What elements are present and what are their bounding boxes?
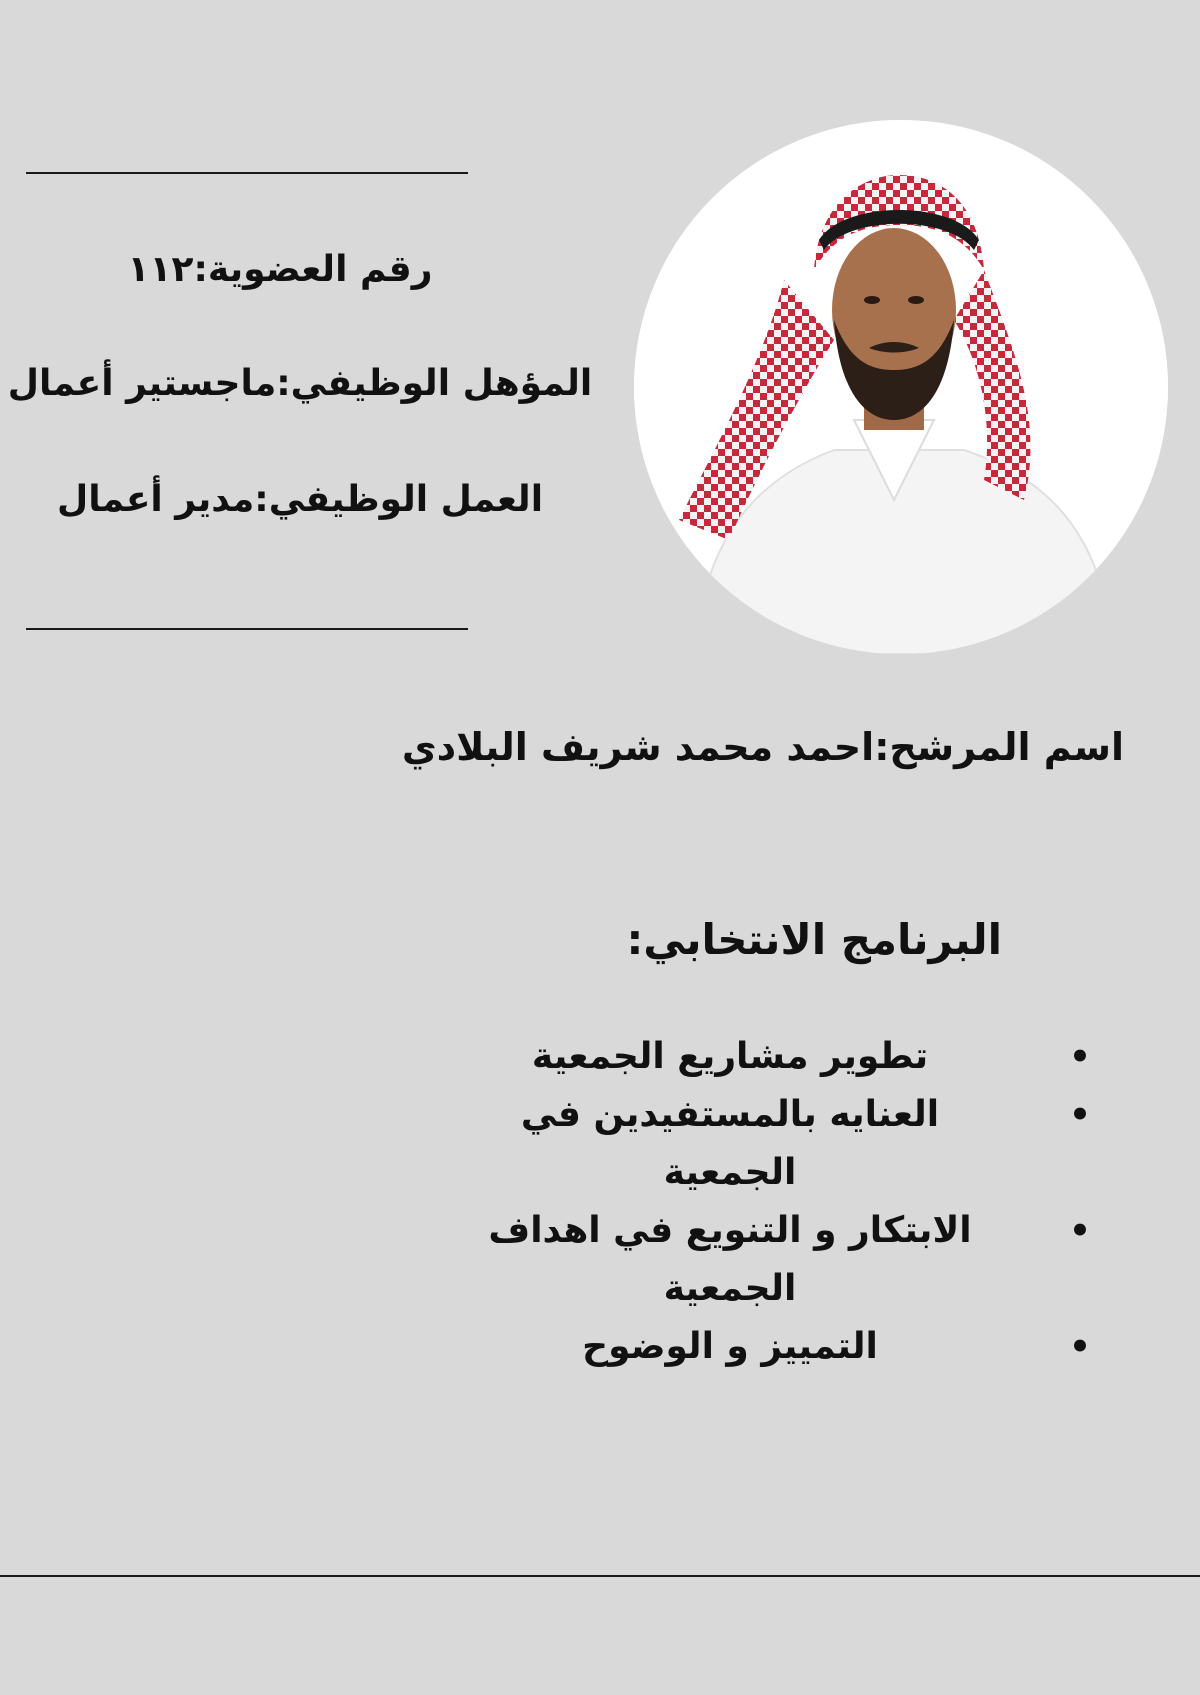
divider-bottom	[0, 1575, 1200, 1577]
list-item	[420, 1318, 1120, 1376]
job-title: العمل الوظيفي:مدير أعمال	[56, 479, 544, 520]
list-item	[420, 1028, 1120, 1086]
program-list	[420, 1028, 1120, 1376]
qualification: المؤهل الوظيفي:ماجستير أعمال	[7, 363, 593, 404]
program-title: البرنامج الانتخابي:	[626, 915, 1002, 964]
program-item-text: التمييز و الوضوح	[582, 1326, 878, 1367]
bullet-icon: •	[1069, 1037, 1091, 1077]
list-item	[420, 1202, 1120, 1318]
program-item-text: العنايه بالمستفيدين في الجمعية	[520, 1094, 940, 1193]
program-item-text: الابتكار و التنويع في اهداف الجمعية	[488, 1210, 972, 1309]
candidate-name: اسم المرشح:احمد محمد شريف البلادي	[401, 725, 1124, 769]
divider-middle	[26, 628, 468, 630]
bullet-icon: •	[1069, 1095, 1091, 1135]
bullet-icon: •	[1069, 1211, 1091, 1251]
membership-number: رقم العضوية:١١٢	[127, 249, 433, 290]
divider-top	[26, 172, 468, 174]
list-item	[420, 1086, 1120, 1202]
bullet-icon: •	[1069, 1327, 1091, 1367]
candidate-photo	[634, 120, 1168, 654]
program-item-text: تطوير مشاريع الجمعية	[531, 1036, 929, 1077]
